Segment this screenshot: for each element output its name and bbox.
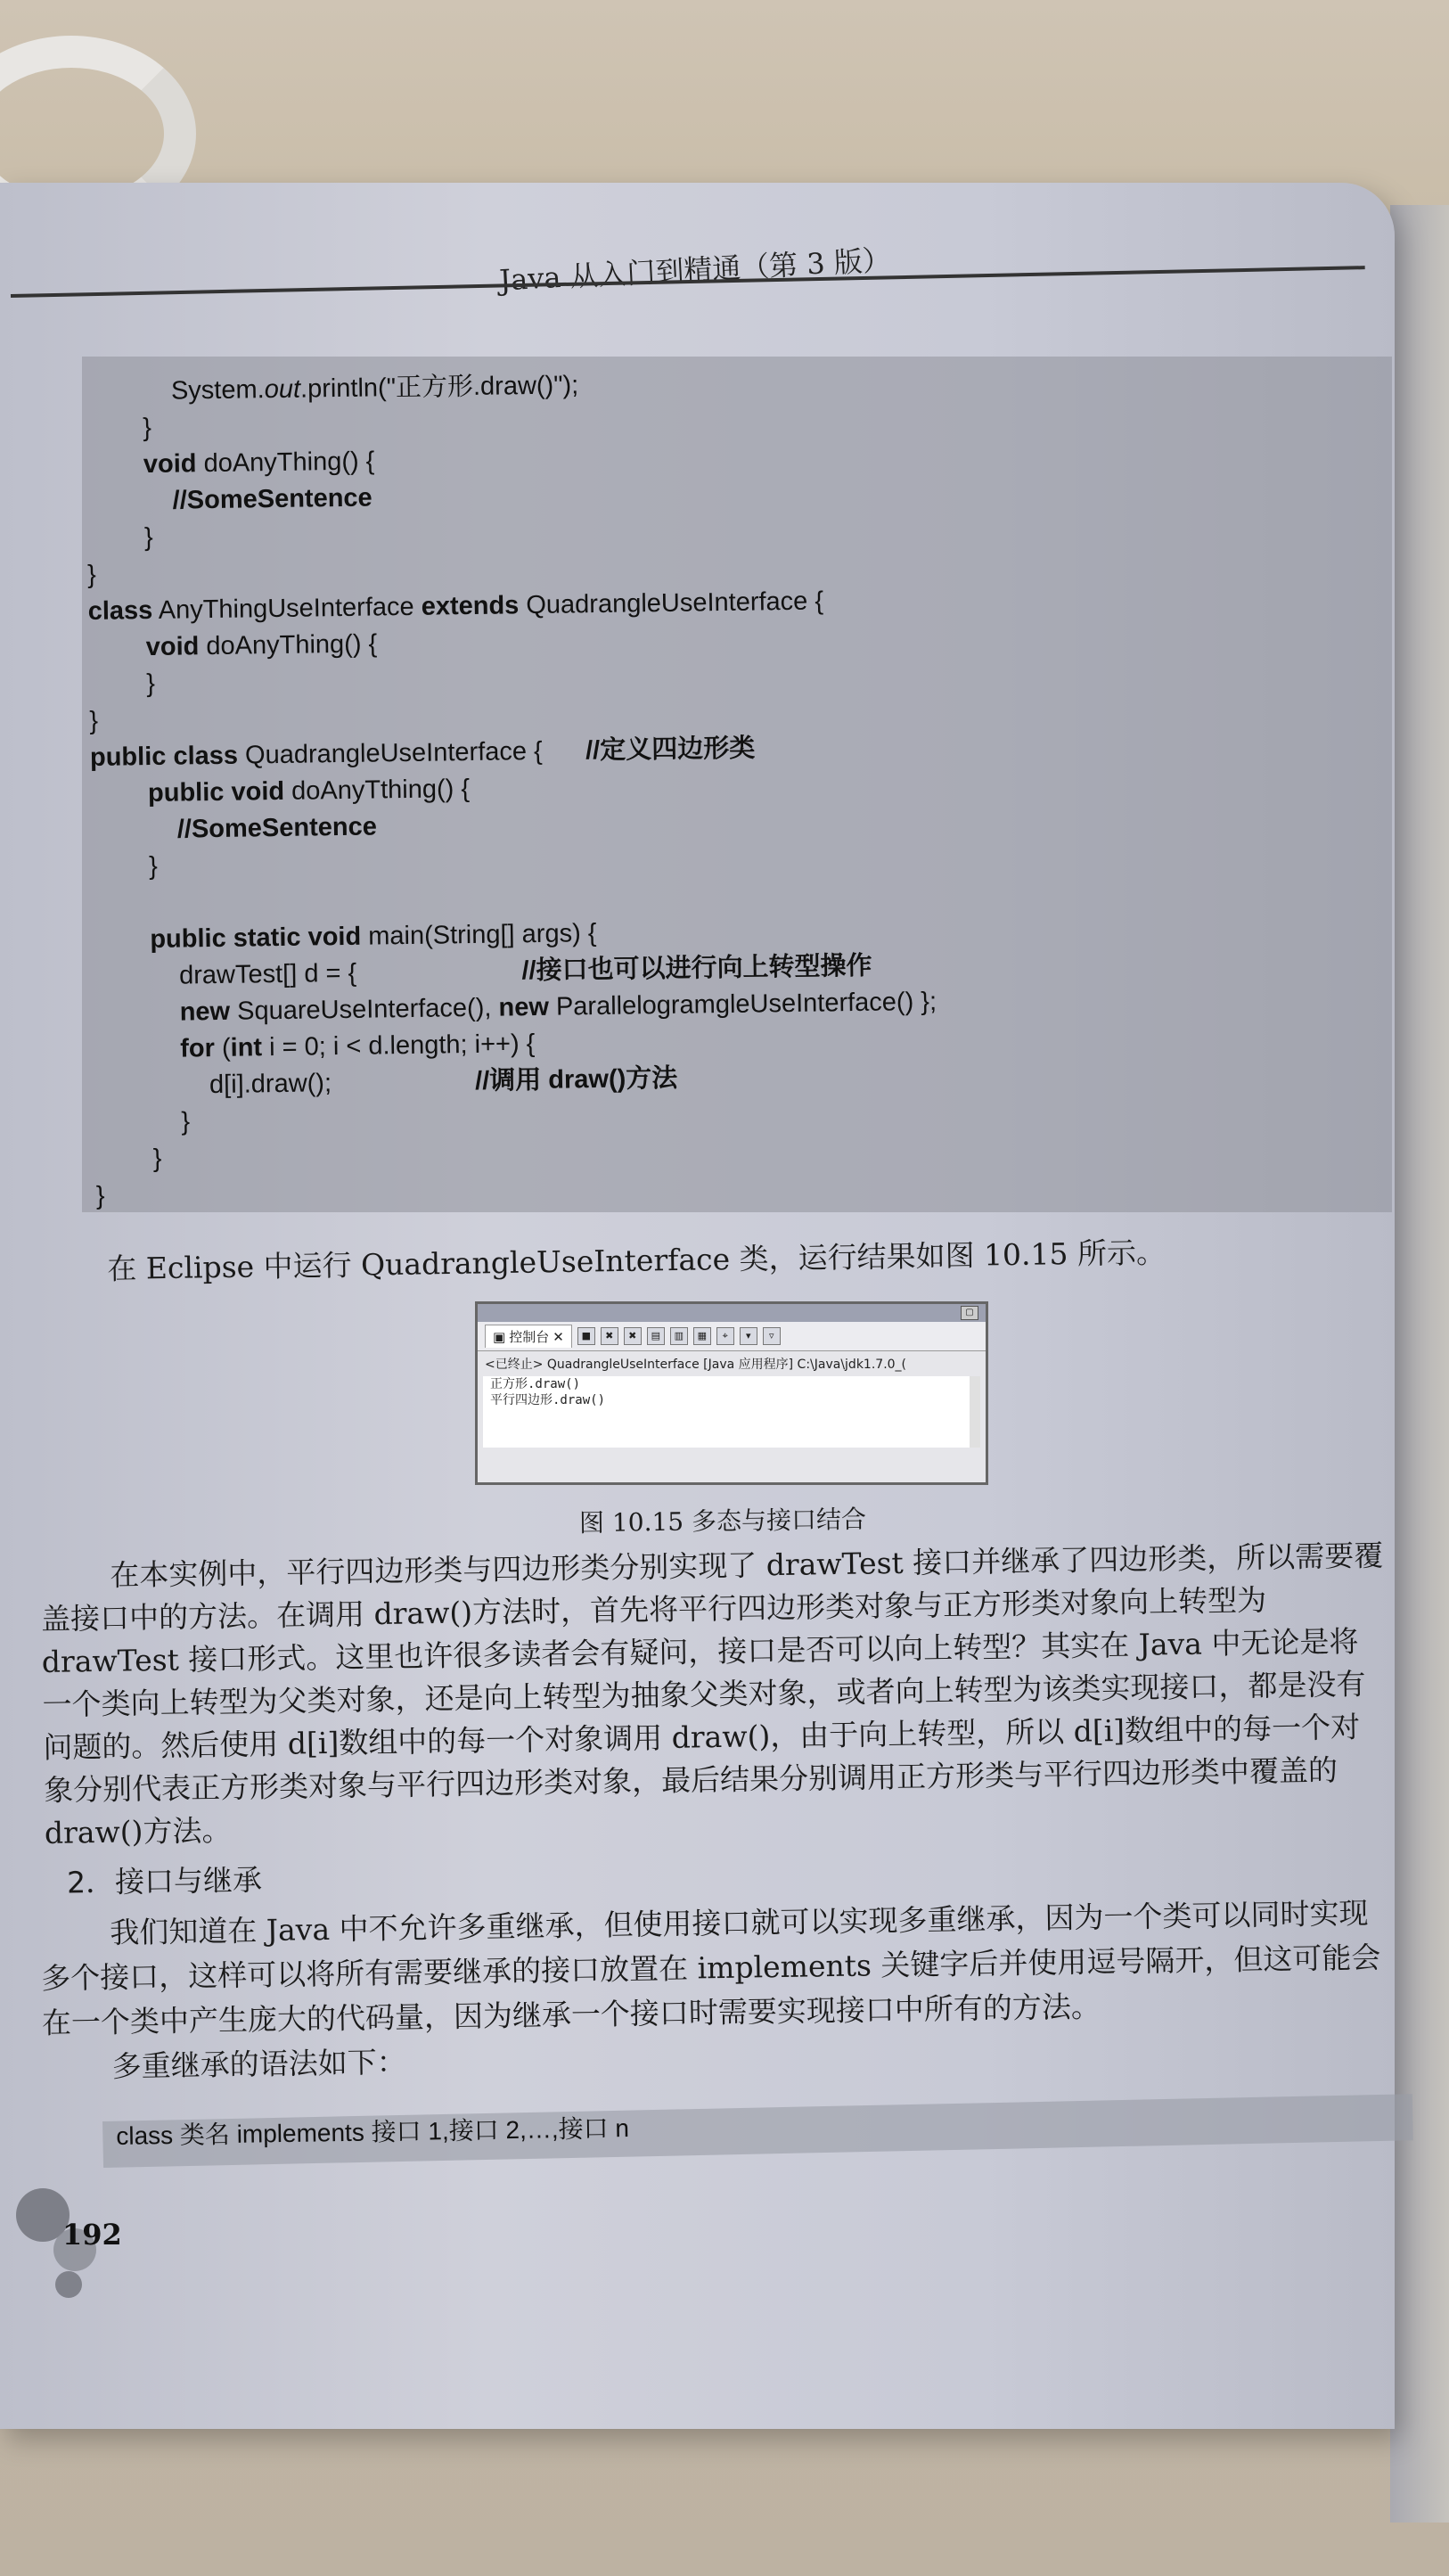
tab-console-label: 控制台 (509, 1329, 550, 1345)
stop-icon[interactable]: ■ (577, 1327, 595, 1345)
page-stack-edge (1390, 205, 1449, 2523)
console-scrollbar[interactable] (970, 1376, 980, 1448)
console-output (483, 1376, 980, 1448)
clear-console-icon[interactable]: ▤ (647, 1327, 665, 1345)
code-line: public class QuadrangleUseInterface { //定义四边形类 (89, 734, 756, 772)
console-output-line: 正方形.draw() (490, 1377, 581, 1391)
code-line: public void doAnyTthing() { (147, 775, 471, 808)
code-line: } (94, 1107, 191, 1137)
code-line: new SquareUseInterface(), new ParallelogramgleUseInterface() }; (179, 987, 937, 1027)
console-toolbar (478, 1322, 986, 1351)
remove-launch-icon[interactable]: ✖ (601, 1327, 618, 1345)
code-listing (85, 357, 1379, 1215)
paragraph (40, 1891, 1393, 2090)
page-decoration (55, 2271, 82, 2298)
pin-console-icon[interactable]: ⌖ (716, 1327, 734, 1345)
running-header: Java 从入门到精通（第 3 版） (498, 242, 892, 298)
code-line: d[i].draw(); //调用 draw()方法 (94, 1063, 678, 1101)
maximize-icon[interactable]: ▢ (961, 1306, 978, 1320)
code-line: public static void main(String[] args) { (150, 919, 597, 955)
paragraph: 在本实例中，平行四边形类与四边形类分别实现了 drawTest 接口并继承了四边形类，所以需要覆盖接口中的方法。在调用 draw()方法时，首先将平行四边形类对象与正方形类对象向上转型为 drawTest 接口形式。这里也许很多读者会有疑问，接口是否可以向上转型？其实在 Java 中无论是将一个类向上转型为父类对象，还是向上转型为抽象父类对象，或者向上转型为该类实现接口，都是没有问题的。然后使用 d[i]数组中的每一个对象调用 draw()，由于向上转型，所以 d[i]数组中的每一个对象分别代表正方形类对象与平行四边形类对象，最后结果分别调用正方形类与平行四边形类中覆盖的 draw()方法。 (40, 1538, 1384, 1850)
code-line: void doAnyThing() { (143, 447, 375, 480)
section-heading: 2．接口与继承 (66, 1862, 263, 1900)
console-output-line: 平行四边形.draw() (490, 1393, 606, 1407)
display-console-icon[interactable]: ▾ (740, 1327, 757, 1345)
code-line: class AnyThingUseInterface extends QuadrangleUseInterface { (87, 587, 824, 626)
code-line: } (86, 522, 153, 553)
code-line: void doAnyThing() { (145, 629, 378, 662)
console-screenshot (475, 1301, 988, 1485)
page-number: 192 (62, 2218, 122, 2252)
run-instruction: 在 Eclipse 中运行 QuadrangleUseInterface 类，运行结果如图 10.15 所示。 (107, 1235, 1167, 1286)
paragraph-text: 我们知道在 Java 中不允许多重继承，但使用接口就可以实现多重继承，因为一个类可以同时实现多个接口，这样可以将所有需要继承的接口放置在 implements 关键字后并使用逗号隔开，但这可能会在一个类中产生庞大的代码量，因为继承一个接口时需要实现接口中所有的方法。 (40, 1895, 1381, 2040)
code-line: } (95, 1181, 105, 1210)
remove-all-icon[interactable]: ✖ (624, 1327, 642, 1345)
code-line: } (88, 669, 156, 699)
console-icon: ▣ (493, 1328, 506, 1345)
code-line: } (91, 851, 159, 882)
tab-console[interactable] (485, 1325, 572, 1348)
open-console-icon[interactable]: ▿ (763, 1327, 781, 1345)
word-wrap-icon[interactable]: ▦ (693, 1327, 711, 1345)
syntax-line: class 类名 implements 接口 1,接口 2,…,接口 n (116, 2113, 630, 2150)
code-line: } (86, 560, 97, 589)
code-line: System.out.println("正方形.draw()"); (85, 371, 579, 406)
figure-caption: 图 10.15 多态与接口结合 (578, 1504, 867, 1538)
code-line: } (85, 413, 152, 443)
scroll-lock-icon[interactable]: ▥ (670, 1327, 688, 1345)
console-status: <已终止> QuadrangleUseInterface [Java 应用程序] C:\Java\jdk1.7.0_( (485, 1358, 907, 1372)
code-line: } (89, 706, 99, 735)
paragraph-text: 多重继承的语法如下： (111, 2044, 406, 2084)
code-line: //SomeSentence (172, 483, 372, 515)
code-line: } (95, 1144, 162, 1174)
code-line: //SomeSentence (176, 812, 378, 844)
console-title-bar (478, 1304, 986, 1322)
code-line: drawTest[] d = { //接口也可以进行向上转型操作 (93, 951, 872, 991)
close-icon[interactable]: ✕ (553, 1328, 564, 1345)
code-line: for (int i = 0; i < d.length; i++) { (180, 1030, 536, 1063)
